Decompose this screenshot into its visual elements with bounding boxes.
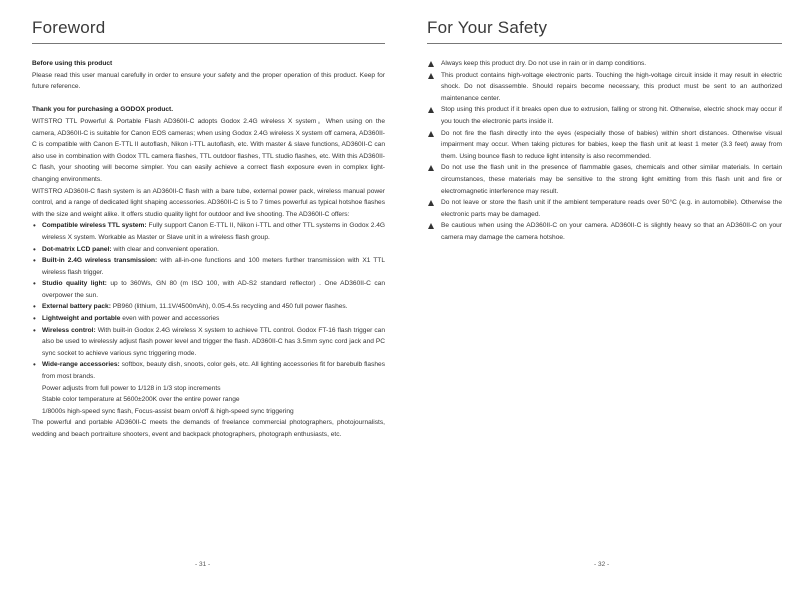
intro-paragraph-1: WITSTRO TTL Powerful & Portable Flash AD360II-C adopts Godox 2.4G wireless X system。When using on the camera, AD360II-C is suitable for Canon EOS cameras; when using Godox 2.4G wireless X system off camera, AD360II-C is compatible with Canon E-TTL II autoflash, Nikon i-TTL autoflash, etc. With master & slave functions, AD360II-C can also use in combination with Godox TTL camera flashes, TTL outdoor flashes, TTL studio flashes, etc. With this AD360II-C flash, your shooting will become simpler. You can easily achieve a correct flash exposure even in complex light-changing environments. [32, 117, 385, 183]
page-title-foreword: Foreword [32, 18, 106, 37]
warning-icon [428, 165, 434, 171]
page-title-safety: For Your Safety [427, 18, 548, 37]
list-item: Do not leave or store the flash unit if the ambient temperature reads over 50°C (e.g. in automobile). Otherwise the electronic parts may be damaged. [427, 197, 782, 220]
warning-icon [428, 200, 434, 206]
title-divider [427, 43, 782, 44]
before-text: Please read this user manual carefully in order to ensure your safety and the proper operation of this product. Keep for future reference. [32, 71, 385, 91]
list-item: • Built-in 2.4G wireless transmission: with all-in-one functions and 100 meters further transmission with X1 TTL wireless flash trigger. [32, 255, 385, 278]
list-item: • Compatible wireless TTL system: Fully support Canon E-TTL II, Nikon i-TTL and other TTL systems in Godox 2.4G wireless X system. Workable as Master or Slave unit in a wireless flash group. [32, 220, 385, 243]
list-item: Do not use the flash unit in the presence of flammable gases, chemicals and other similar materials. In certain circumstances, these materials may be sensitive to the strong light emitting from this flash unit and fire or electromagnetic interference may result. [427, 162, 782, 197]
list-item: Always keep this product dry. Do not use in rain or in damp conditions. [427, 58, 782, 70]
list-item: Stop using this product if it breaks open due to extrusion, falling or strong hit. Otherwise, electric shock may occur if you touch the electronic parts inside it. [427, 104, 782, 127]
extra-line: 1/8000s high-speed sync flash, Focus-assist beam on/off & high-speed sync triggering [42, 407, 294, 415]
safety-list [427, 58, 782, 244]
page-right [404, 0, 808, 592]
list-item: • Wireless control: With built-in Godox 2.4G wireless X system to achieve TTL control. Godox FT-16 flash trigger can also be used to wirelessly adjust flash power level and trigger the flash. AD360II-C has 3.5mm sync cord jack and PC sync socket to achieve various sync triggering mode. [32, 325, 385, 360]
list-item: Do not fire the flash directly into the eyes (especially those of babies) within short distances. Otherwise visual impairment may occur. When taking pictures for babies, keep the flash unit at least 1 meter (3.3 feet) away from them. Using bounce flash to reduce light intensity is also recommended. [427, 128, 782, 163]
foreword-body [32, 58, 385, 441]
list-item: • Dot-matrix LCD panel: with clear and convenient operation. [32, 244, 385, 256]
list-item: • Studio quality light: up to 360Ws, GN 80 (m ISO 100, with AD-S2 standard reflector) . One AD360II-C can overpower the sun. [32, 278, 385, 301]
list-item: This product contains high-voltage electronic parts. Touching the high-voltage circuit inside it may result in electric shock. Do not disassemble. Should repairs become necessary, this product must be sent to an authorized maintenance center. [427, 70, 782, 105]
page-number: - 32 - [594, 561, 610, 568]
before-heading: Before using this product [32, 60, 113, 67]
extra-line: Power adjusts from full power to 1/128 in 1/3 stop increments [42, 384, 221, 392]
list-item: • Lightweight and portable even with power and accessories [32, 313, 385, 325]
intro-paragraph-2: WITSTRO AD360II-C flash system is an AD360II-C flash with a bare tube, external power pack, wireless manual power control, and a range of dedicated light shaping accessories. AD360II-C is 5 to 7 times powerful as typical hotshoe flashes with the size and weight alike. It offers studio quality light for outdoor and live shooting. The AD360II-C offers: [32, 187, 385, 218]
closing-paragraph: The powerful and portable AD360II-C meets the demands of freelance commercial photographers, photojournalists, wedding and beach portraiture shooters, event and backpack photographers, photograph enthusiasts, etc. [32, 419, 385, 438]
title-divider [32, 43, 385, 44]
warning-icon [428, 73, 434, 79]
page-number: - 31 - [195, 561, 211, 568]
list-item: • Wide-range accessories: softbox, beauty dish, snoots, color gels, etc. All lighting accessories fit for barebulb flashes from most brands. [32, 359, 385, 382]
extra-line: Stable color temperature at 5600±200K over the entire power range [42, 396, 240, 404]
list-item: Be cautious when using the AD360II-C on your camera. AD360II-C is slightly heavy so that an AD360II-C on your camera may damage the camera hotshoe. [427, 220, 782, 243]
feature-list [32, 220, 385, 382]
list-item: • External battery pack: PB960 (lithium, 11.1V/4500mAh), 0.05-4.5s recycling and 450 full power flashes. [32, 301, 385, 313]
warning-icon [428, 61, 434, 67]
warning-icon [428, 131, 434, 137]
warning-icon [428, 223, 434, 229]
safety-body [427, 58, 782, 244]
warning-icon [428, 107, 434, 113]
thanks-heading: Thank you for purchasing a GODOX product. [32, 106, 174, 114]
